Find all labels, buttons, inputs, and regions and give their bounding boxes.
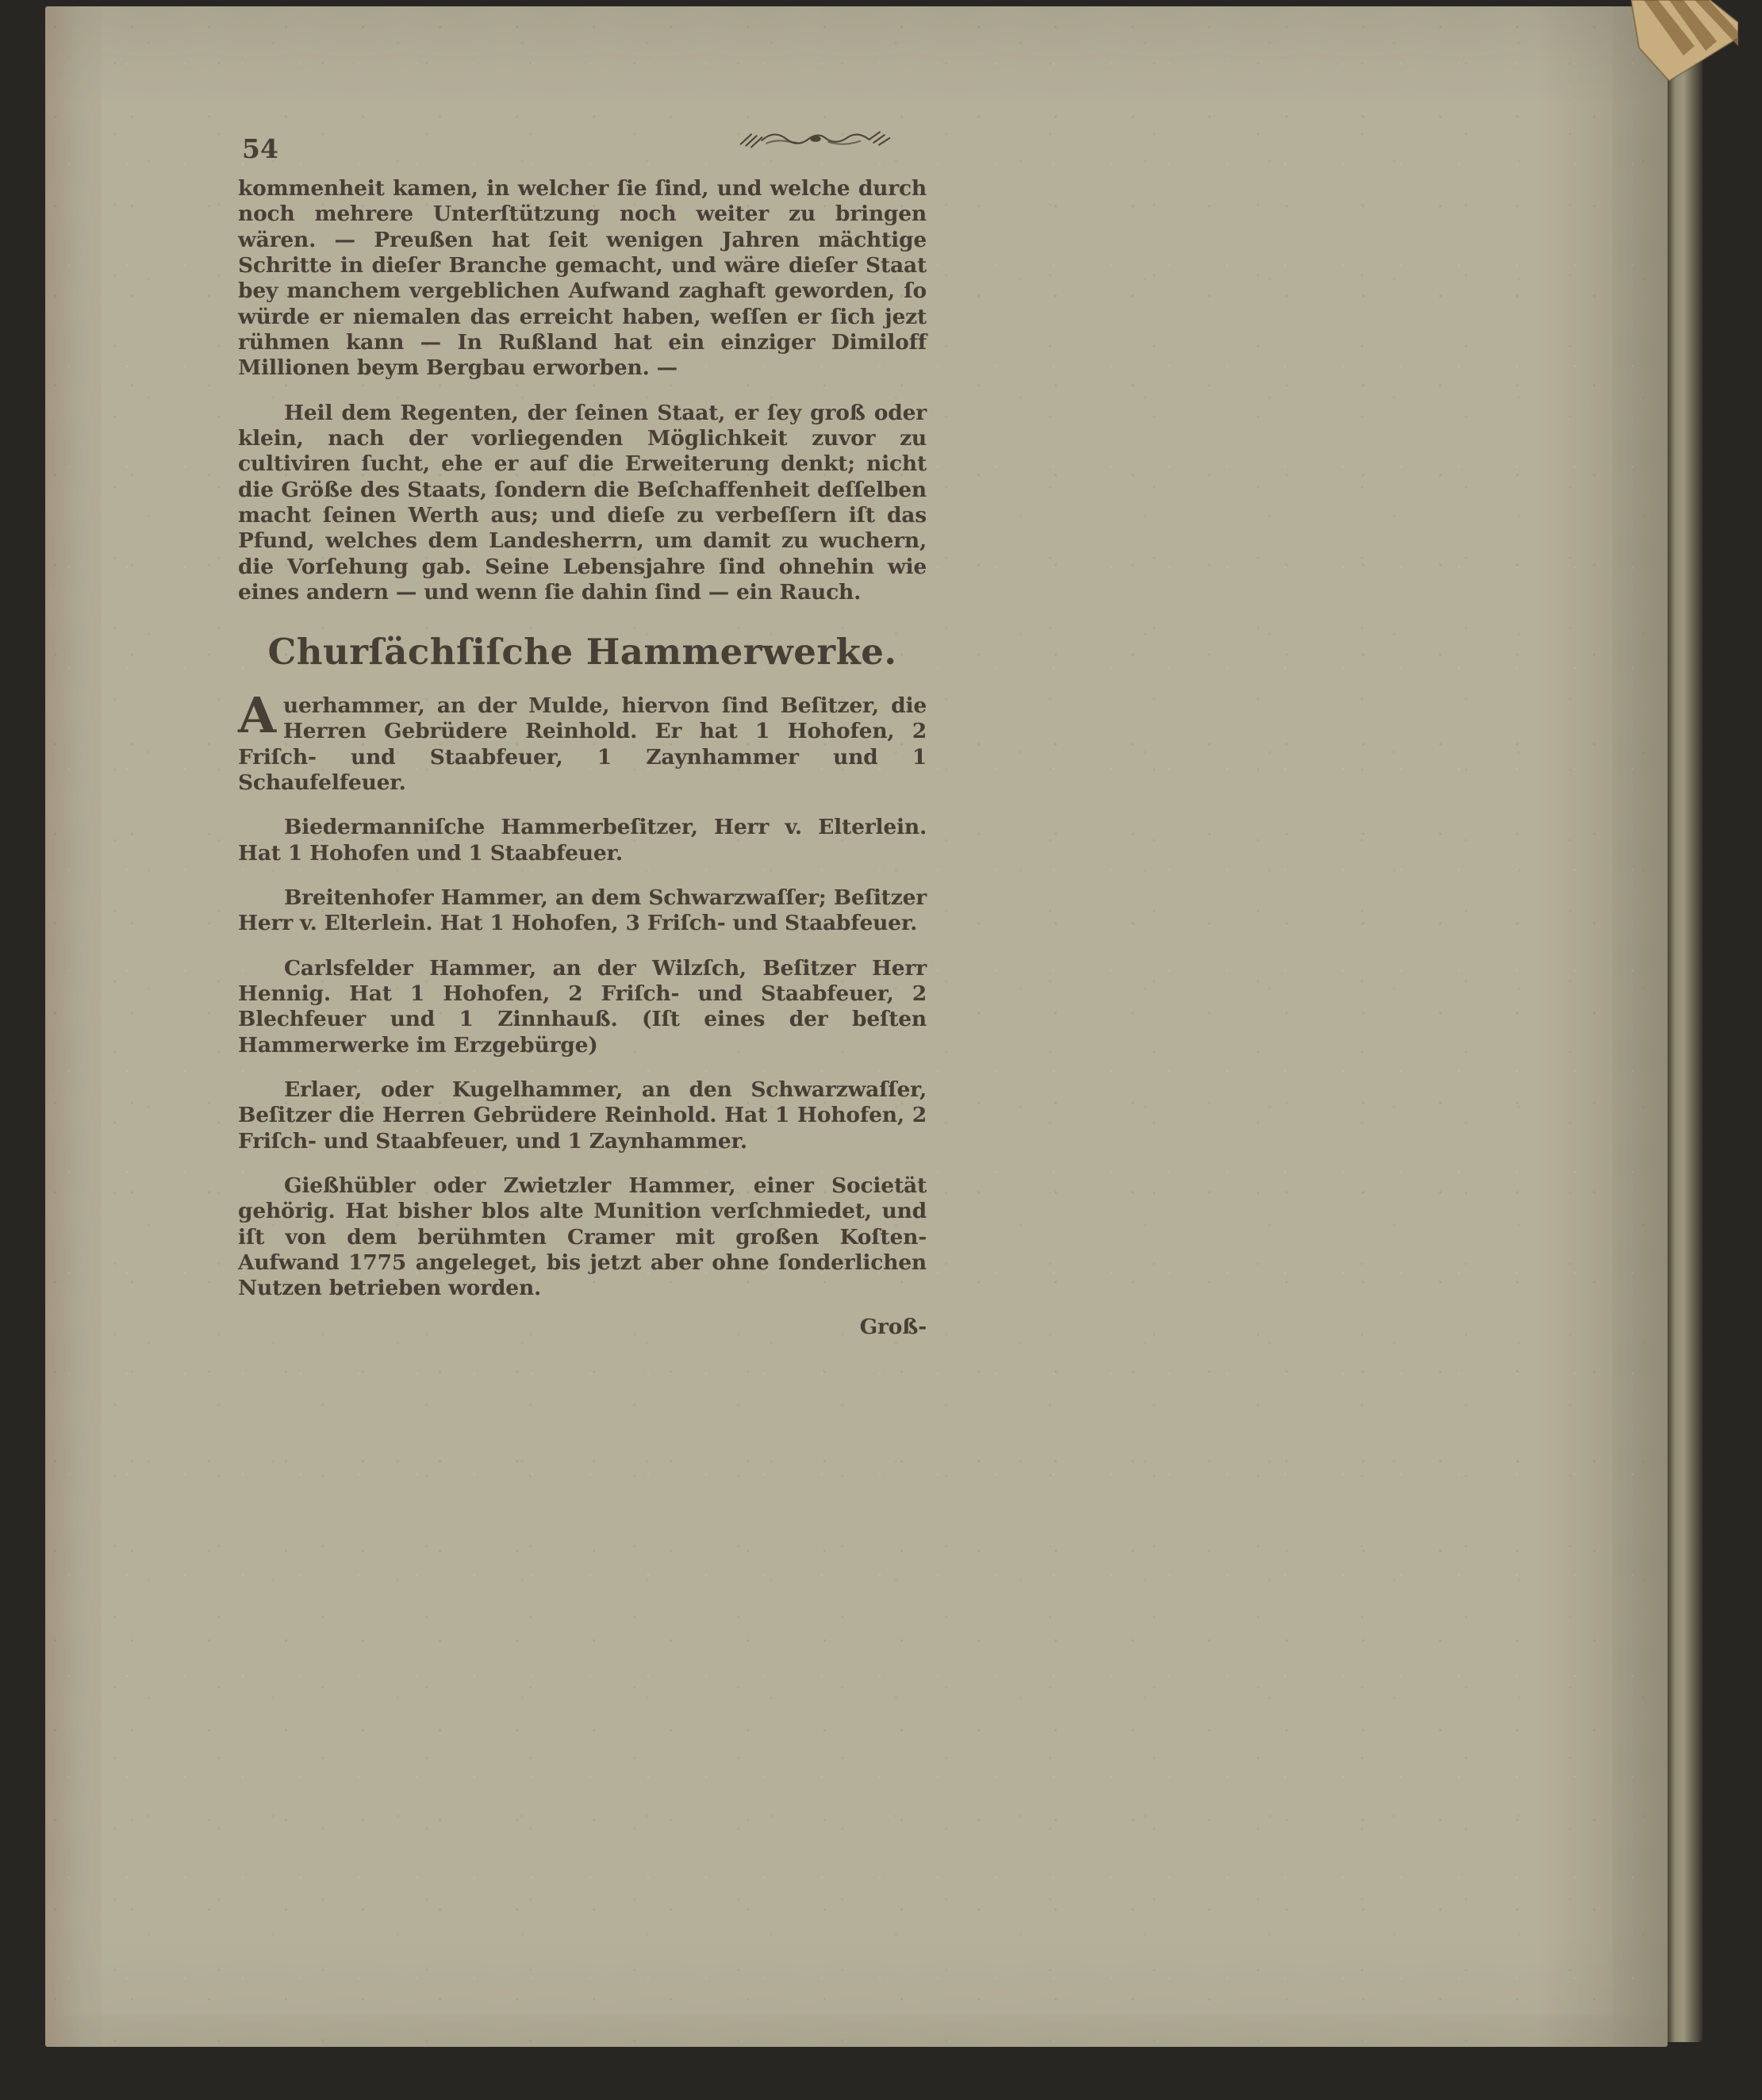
entry-auerhammer bbox=[238, 686, 927, 796]
entry-biedermannische: Biedermanniſche Hammerbeſitzer, Herr v. Elterlein. Hat 1 Hohofen und 1 Staabfeuer. bbox=[238, 815, 927, 866]
bookmark-ribbon-icon bbox=[1615, 0, 1738, 81]
drop-cap-initial: A bbox=[238, 686, 276, 745]
section-heading: Churſächſiſche Hammerwerke. bbox=[267, 631, 897, 674]
book-fore-edge-pages bbox=[1668, 17, 1702, 2042]
paragraph-continuation: kommenheit kamen, in welcher ſie ſind, und welche durch noch mehrere Unterſtützung noch weiter zu bringen wären. — Preußen hat ſeit wenigen Jahren mächtige Schritte in dieſer Branche gemacht, und wäre dieſer Staat bey manchem vergeblichen Aufwand zaghaft geworden, ſo würde er niemalen das erreicht haben, weſſen er ſich jezt rühmen kann — In Rußland hat ein einziger Dimiloff Millionen beym Bergbau erworben. — bbox=[238, 176, 927, 381]
headpiece-fleuron-icon bbox=[736, 127, 895, 154]
entry-carlsfelder: Carlsfelder Hammer, an der Wilzſch, Beſitzer Herr Hennig. Hat 1 Hohofen, 2 Friſch- und Staabfeuer, 2 Blechfeuer und 1 Zinnhauß. (Iſt eines der beſten Hammerwerke im Erzgebürge) bbox=[238, 955, 927, 1058]
paragraph-regent: Heil dem Regenten, der ſeinen Staat, er ſey groß oder klein, nach der vorliegenden Möglichkeit zuvor zu cultiviren ſucht, ehe er auf die Erweiterung denkt; nicht die Größe des Staats, ſondern die Beſchaffenheit deſſelben macht ſeinen Werth aus; und dieſe zu verbeſſern iſt das Pfund, welches dem Landesherrn, um damit zu wuchern, die Vorſehung gab. Seine Lebensjahre ſind ohnehin wie eines andern — und wenn ſie dahin ſind — ein Rauch. bbox=[238, 400, 927, 605]
text-block bbox=[238, 176, 927, 1340]
entry-text: uerhammer, an der Mulde, hiervon ſind Beſitzer, die Herren Gebrüdere Reinhold. Er hat 1 Hohofen, 2 Friſch- und Staabfeuer, 1 Zaynhammer und 1 Schaufelfeuer. bbox=[238, 693, 927, 796]
entry-erlaer: Erlaer, oder Kugelhammer, an den Schwarzwaſſer, Beſitzer die Herren Gebrüdere Reinhold. Hat 1 Hohofen, 2 Friſch- und Staabfeuer, und 1 Zaynhammer. bbox=[238, 1077, 927, 1154]
entry-giesshuebler: Gießhübler oder Zwietzler Hammer, einer Societät gehörig. Hat bisher blos alte Munition verſchmiedet, und iſt von dem berühmten Cramer mit großen Koſten-Aufwand 1775 angeleget, bis jetzt aber ohne ſonderlichen Nutzen betrieben worden. bbox=[238, 1173, 927, 1301]
page-number: 54 bbox=[242, 133, 278, 164]
entry-breitenhofer: Breitenhofer Hammer, an dem Schwarzwaſſer; Beſitzer Herr v. Elterlein. Hat 1 Hohofen, 3 Friſch- und Staabfeuer. bbox=[238, 885, 927, 936]
book-page bbox=[45, 6, 1668, 2047]
catchword: Groß- bbox=[859, 1314, 927, 1339]
